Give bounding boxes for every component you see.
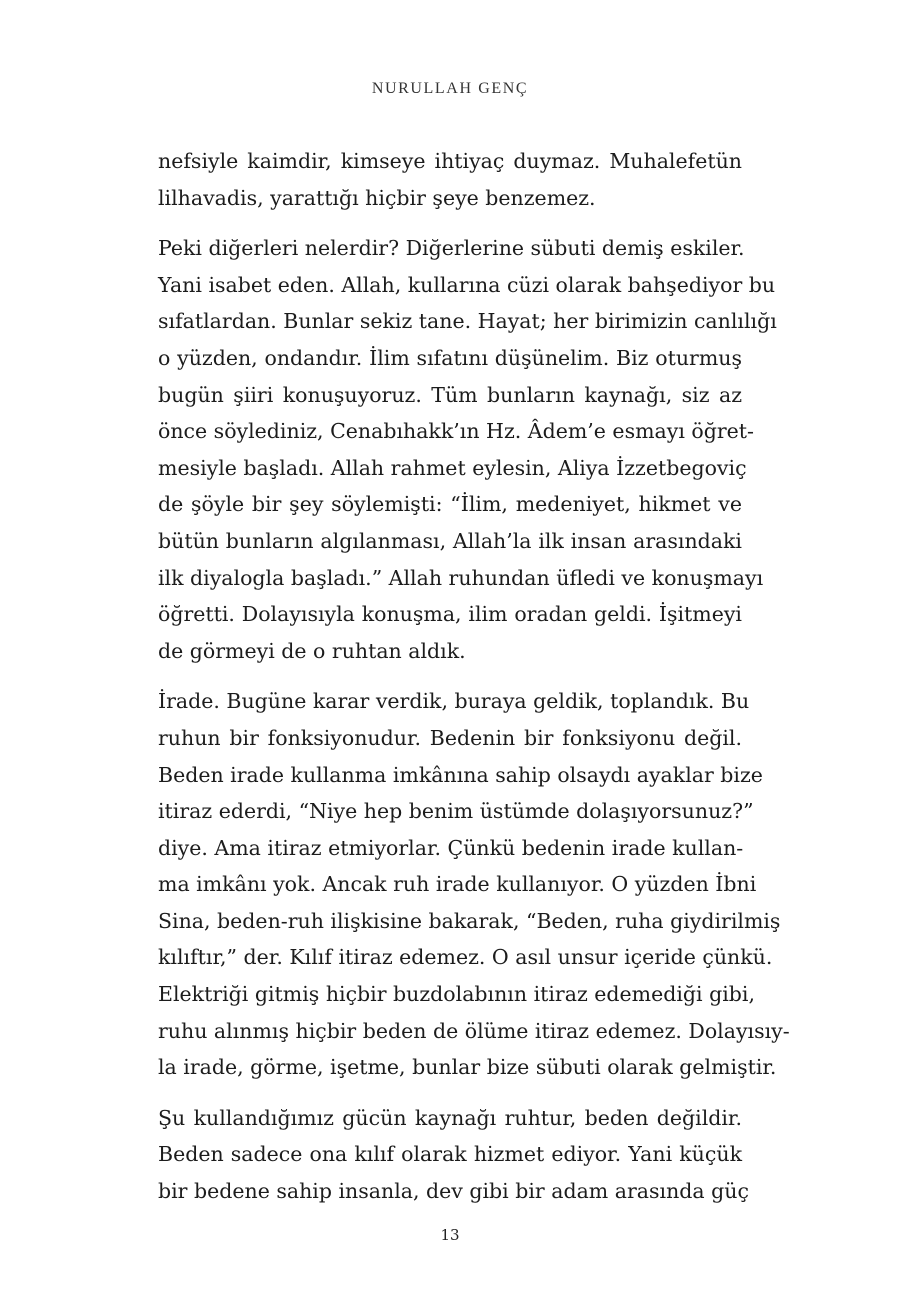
text-line: kılıftır,” der. Kılıf itiraz edemez. O asıl unsur içeride çünkü.	[158, 945, 773, 970]
text-line: de görmeyi de o ruhtan aldık.	[158, 638, 466, 663]
text-line: ma imkânı yok. Ancak ruh irade kullanıyor. O yüzden İbni	[158, 872, 757, 897]
text-line: ilk diyalogla başladı.” Allah ruhundan üfledi ve konuşmayı	[158, 565, 764, 590]
running-header-author: NURULLAH GENÇ	[371, 80, 529, 97]
text-line: la irade, görme, işetme, bunlar bize sübuti olarak gelmiştir.	[158, 1055, 777, 1080]
text-line: İrade. Bugüne karar verdik, buraya geldik, toplandık. Bu	[158, 689, 750, 714]
text-line: bir bedene sahip insanla, dev gibi bir adam arasında güç	[158, 1179, 749, 1204]
text-line: sıfatlardan. Bunlar sekiz tane. Hayat; her birimizin canlılığı	[158, 309, 777, 334]
text-line: itiraz ederdi, “Niye hep benim üstümde dolaşıyorsunuz?”	[158, 799, 754, 824]
text-line: önce söylediniz, Cenabıhakk’ın Hz. Âdem’e esmayı öğret-	[158, 419, 754, 444]
text-line: Yani isabet eden. Allah, kullarına cüzi olarak bahşediyor bu	[158, 272, 776, 297]
paragraph	[158, 683, 790, 1086]
page-number: 13	[440, 1226, 460, 1244]
text-line: Elektriği gitmiş hiçbir buzdolabının itiraz edemediği gibi,	[158, 982, 755, 1007]
text-line: bugün şiiri konuşuyoruz. Tüm bunların kaynağı, siz az	[158, 382, 742, 407]
text-line: lilhavadis, yarattığı hiçbir şeye benzemez.	[158, 185, 596, 210]
text-line: Şu kullandığımız gücün kaynağı ruhtur, beden değildir.	[158, 1105, 742, 1130]
paragraph	[158, 230, 777, 669]
text-line: öğretti. Dolayısıyla konuşma, ilim oradan geldi. İşitmeyi	[158, 602, 742, 627]
text-line: mesiyle başladı. Allah rahmet eylesin, Aliya İzzetbegoviç	[158, 455, 747, 480]
paragraph	[158, 143, 742, 216]
text-line: Beden sadece ona kılıf olarak hizmet ediyor. Yani küçük	[158, 1142, 742, 1167]
body-text	[158, 143, 790, 1224]
text-line: Beden irade kullanma imkânına sahip olsaydı ayaklar bize	[158, 762, 763, 787]
text-line: bütün bunların algılanması, Allah’la ilk insan arasındaki	[158, 528, 742, 553]
text-line: Sina, beden-ruh ilişkisine bakarak, “Beden, ruha giydirilmiş	[158, 908, 781, 933]
text-line: Peki diğerleri nelerdir? Diğerlerine sübuti demiş eskiler.	[158, 236, 745, 261]
text-line: nefsiyle kaimdir, kimseye ihtiyaç duymaz. Muhalefetün	[158, 149, 742, 173]
text-line: ruhu alınmış hiçbir beden de ölüme itiraz edemez. Dolayısıy-	[158, 1018, 790, 1043]
text-line: o yüzden, ondandır. İlim sıfatını düşünelim. Biz oturmuş	[158, 345, 742, 370]
text-line: ruhun bir fonksiyonudur. Bedenin bir fonksiyonu değil.	[158, 725, 742, 750]
paragraph	[158, 1100, 749, 1210]
text-line: diye. Ama itiraz etmiyorlar. Çünkü bedenin irade kullan-	[158, 835, 744, 860]
text-line: de şöyle bir şey söylemişti: “İlim, medeniyet, hikmet ve	[158, 492, 742, 517]
